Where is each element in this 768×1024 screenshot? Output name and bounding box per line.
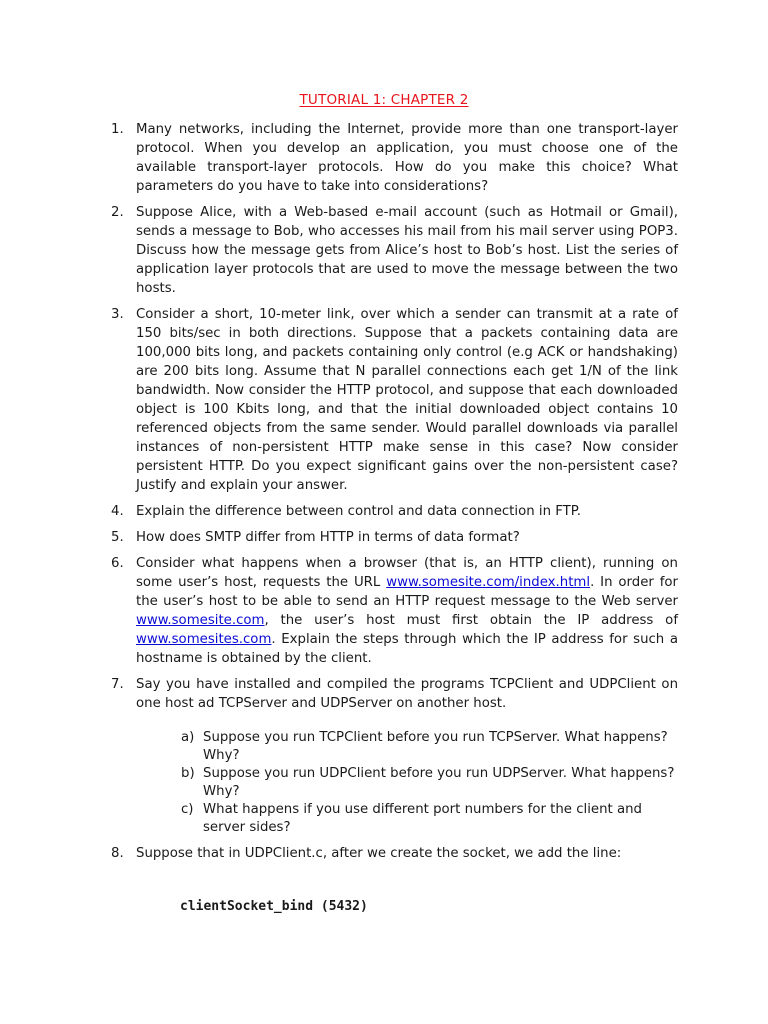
url-link-somesite[interactable]: www.somesite.com — [136, 613, 265, 628]
question-item — [107, 502, 678, 521]
question-text-part: Consider what happens when a browser (that is, an HTTP client), running on some user’s host, requests the URL — [136, 556, 678, 590]
question-text: Consider a short, 10-meter link, over which a sender can transmit at a rate of 150 bits/sec in both directions. Suppose that a packets containing data are 100,000 bits long, and packets containing only control (e.g ACK or handshaking) are 200 bits long. Assume that N parallel connections each get 1/N of the link bandwidth. Now consider the HTTP protocol, and suppose that each downloaded object is 100 Kbits long, and that the initial downloaded object contains 10 referenced objects from the same sender. Would parallel downloads via parallel instances of non-persistent HTTP make sense in this case? Now consider persistent HTTP. Do you expect significant gains over the non-persistent case? Justify and explain your answer. — [136, 307, 678, 493]
question-number: 1. — [111, 122, 124, 137]
question-item — [107, 305, 678, 495]
question-number: 6. — [111, 556, 124, 571]
sub-question-label: b) — [181, 766, 195, 781]
question-text-part: . Explain the steps through which the IP address for such a hostname is obtained by the client. — [136, 632, 678, 666]
page-title — [0, 92, 768, 108]
sub-question-label: a) — [181, 730, 195, 745]
question-text — [136, 556, 678, 666]
sub-question-item — [136, 765, 678, 801]
question-number: 5. — [111, 530, 124, 545]
page-title-text: TUTORIAL 1: CHAPTER 2 — [299, 92, 469, 108]
sub-question-item — [136, 729, 678, 765]
url-link-somesites[interactable]: www.somesites.com — [136, 632, 272, 647]
question-item — [107, 528, 678, 547]
question-text-part: , the user’s host must first obtain the IP address of — [264, 613, 678, 628]
sub-question-item — [136, 801, 678, 837]
question-item — [107, 203, 678, 298]
sub-question-text: Suppose you run UDPClient before you run UDPServer. What happens? Why? — [203, 766, 675, 799]
question-text: Say you have installed and compiled the programs TCPClient and UDPClient on one host ad TCPServer and UDPServer on another host. — [136, 677, 678, 711]
question-number: 2. — [111, 205, 124, 220]
question-text: How does SMTP differ from HTTP in terms of data format? — [136, 530, 520, 545]
question-text: Many networks, including the Internet, provide more than one transport-layer protocol. When you develop an application, you must choose one of the available transport-layer protocols. How do you make this choice? What parameters do you have to take into considerations? — [136, 122, 678, 194]
sub-question-label: c) — [181, 802, 194, 817]
question-number: 7. — [111, 677, 124, 692]
question-item — [107, 554, 678, 668]
question-text: Suppose Alice, with a Web-based e-mail account (such as Hotmail or Gmail), sends a message to Bob, who accesses his mail from his mail server using POP3. Discuss how the message gets from Alice’s host to Bob’s host. List the series of application layer protocols that are used to move the message between the two hosts. — [136, 205, 678, 296]
sub-question-text: What happens if you use different port numbers for the client and server sides? — [203, 802, 642, 835]
question-list — [107, 120, 678, 870]
question-item — [107, 675, 678, 837]
sub-question-list — [136, 729, 678, 837]
question-item — [107, 844, 678, 863]
question-number: 4. — [111, 504, 124, 519]
question-item — [107, 120, 678, 196]
question-number: 8. — [111, 846, 124, 861]
url-link-index[interactable]: www.somesite.com/index.html — [386, 575, 591, 590]
sub-question-text: Suppose you run TCPClient before you run TCPServer. What happens? Why? — [203, 730, 668, 763]
question-text: Explain the difference between control and data connection in FTP. — [136, 504, 581, 519]
code-snippet: clientSocket_bind (5432) — [180, 899, 368, 914]
question-text: Suppose that in UDPClient.c, after we create the socket, we add the line: — [136, 846, 622, 861]
question-number: 3. — [111, 307, 124, 322]
question-text-part: . In order for the user’s host to be able to send an HTTP request message to the Web server — [136, 575, 679, 609]
